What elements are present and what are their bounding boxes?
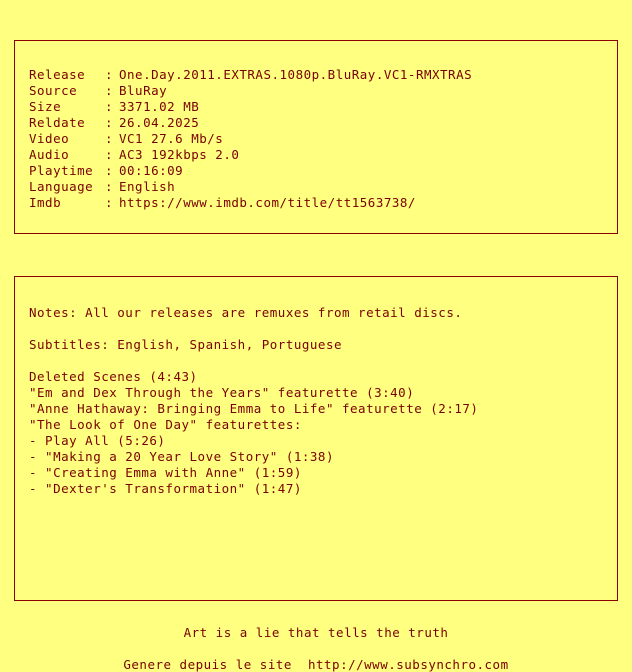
- notes-line: "Anne Hathaway: Bringing Emma to Life" featurette (2:17): [29, 401, 479, 416]
- release-info-label: Size: [29, 99, 62, 114]
- release-info-panel: [14, 40, 618, 234]
- notes-line: - "Making a 20 Year Love Story" (1:38): [29, 449, 334, 464]
- release-info-label: Reldate: [29, 115, 86, 130]
- release-info-label: Audio: [29, 147, 70, 162]
- release-info-separator: :: [105, 67, 114, 82]
- release-info-value: 00:16:09: [119, 163, 184, 178]
- release-info-row: [29, 163, 617, 179]
- footer-quote: Art is a lie that tells the truth: [183, 625, 449, 640]
- release-info-value: AC3 192kbps 2.0: [119, 147, 240, 162]
- release-info-separator: :: [105, 163, 114, 178]
- release-info-separator: :: [105, 179, 114, 194]
- release-info-row: [29, 99, 617, 115]
- release-info-row: [29, 131, 617, 147]
- release-info-separator: :: [105, 147, 114, 162]
- notes-line: Deleted Scenes (4:43): [29, 369, 198, 384]
- notes-text: [15, 277, 617, 497]
- release-info-row: [29, 195, 617, 211]
- release-info-label: Playtime: [29, 163, 94, 178]
- notes-panel: [14, 276, 618, 601]
- notes-line: Notes: All our releases are remuxes from retail discs.: [29, 305, 463, 320]
- release-info-value: BluRay: [119, 83, 168, 98]
- release-info-label: Source: [29, 83, 78, 98]
- release-info-separator: :: [105, 131, 114, 146]
- release-info-label: Video: [29, 131, 70, 146]
- release-info-row: [29, 83, 617, 99]
- release-info-separator: :: [105, 195, 114, 210]
- release-info-value: English: [119, 179, 176, 194]
- release-info-row: [29, 179, 617, 195]
- release-info-row: [29, 67, 617, 83]
- footer-credit: Genere depuis le site http://www.subsynchro.com: [123, 657, 509, 672]
- release-info-list: [15, 41, 617, 211]
- release-info-label: Language: [29, 179, 94, 194]
- release-info-label: Imdb: [29, 195, 62, 210]
- release-info-value: One.Day.2011.EXTRAS.1080p.BluRay.VC1-RMXTRAS: [119, 67, 473, 82]
- release-info-row: [29, 115, 617, 131]
- release-info-value: 26.04.2025: [119, 115, 200, 130]
- notes-line: "The Look of One Day" featurettes:: [29, 417, 302, 432]
- release-info-value: VC1 27.6 Mb/s: [119, 131, 224, 146]
- notes-line: [29, 321, 617, 337]
- release-info-row: [29, 147, 617, 163]
- notes-line: - "Creating Emma with Anne" (1:59): [29, 465, 302, 480]
- notes-line: Subtitles: English, Spanish, Portuguese: [29, 337, 342, 352]
- release-info-separator: :: [105, 115, 114, 130]
- release-info-separator: :: [105, 83, 114, 98]
- notes-line: - "Dexter's Transformation" (1:47): [29, 481, 302, 496]
- notes-line: - Play All (5:26): [29, 433, 166, 448]
- release-info-label: Release: [29, 67, 86, 82]
- notes-line: [29, 353, 617, 369]
- notes-line: "Em and Dex Through the Years" featurette (3:40): [29, 385, 415, 400]
- release-info-value: https://www.imdb.com/title/tt1563738/: [119, 195, 416, 210]
- release-info-separator: :: [105, 99, 114, 114]
- release-info-value: 3371.02 MB: [119, 99, 200, 114]
